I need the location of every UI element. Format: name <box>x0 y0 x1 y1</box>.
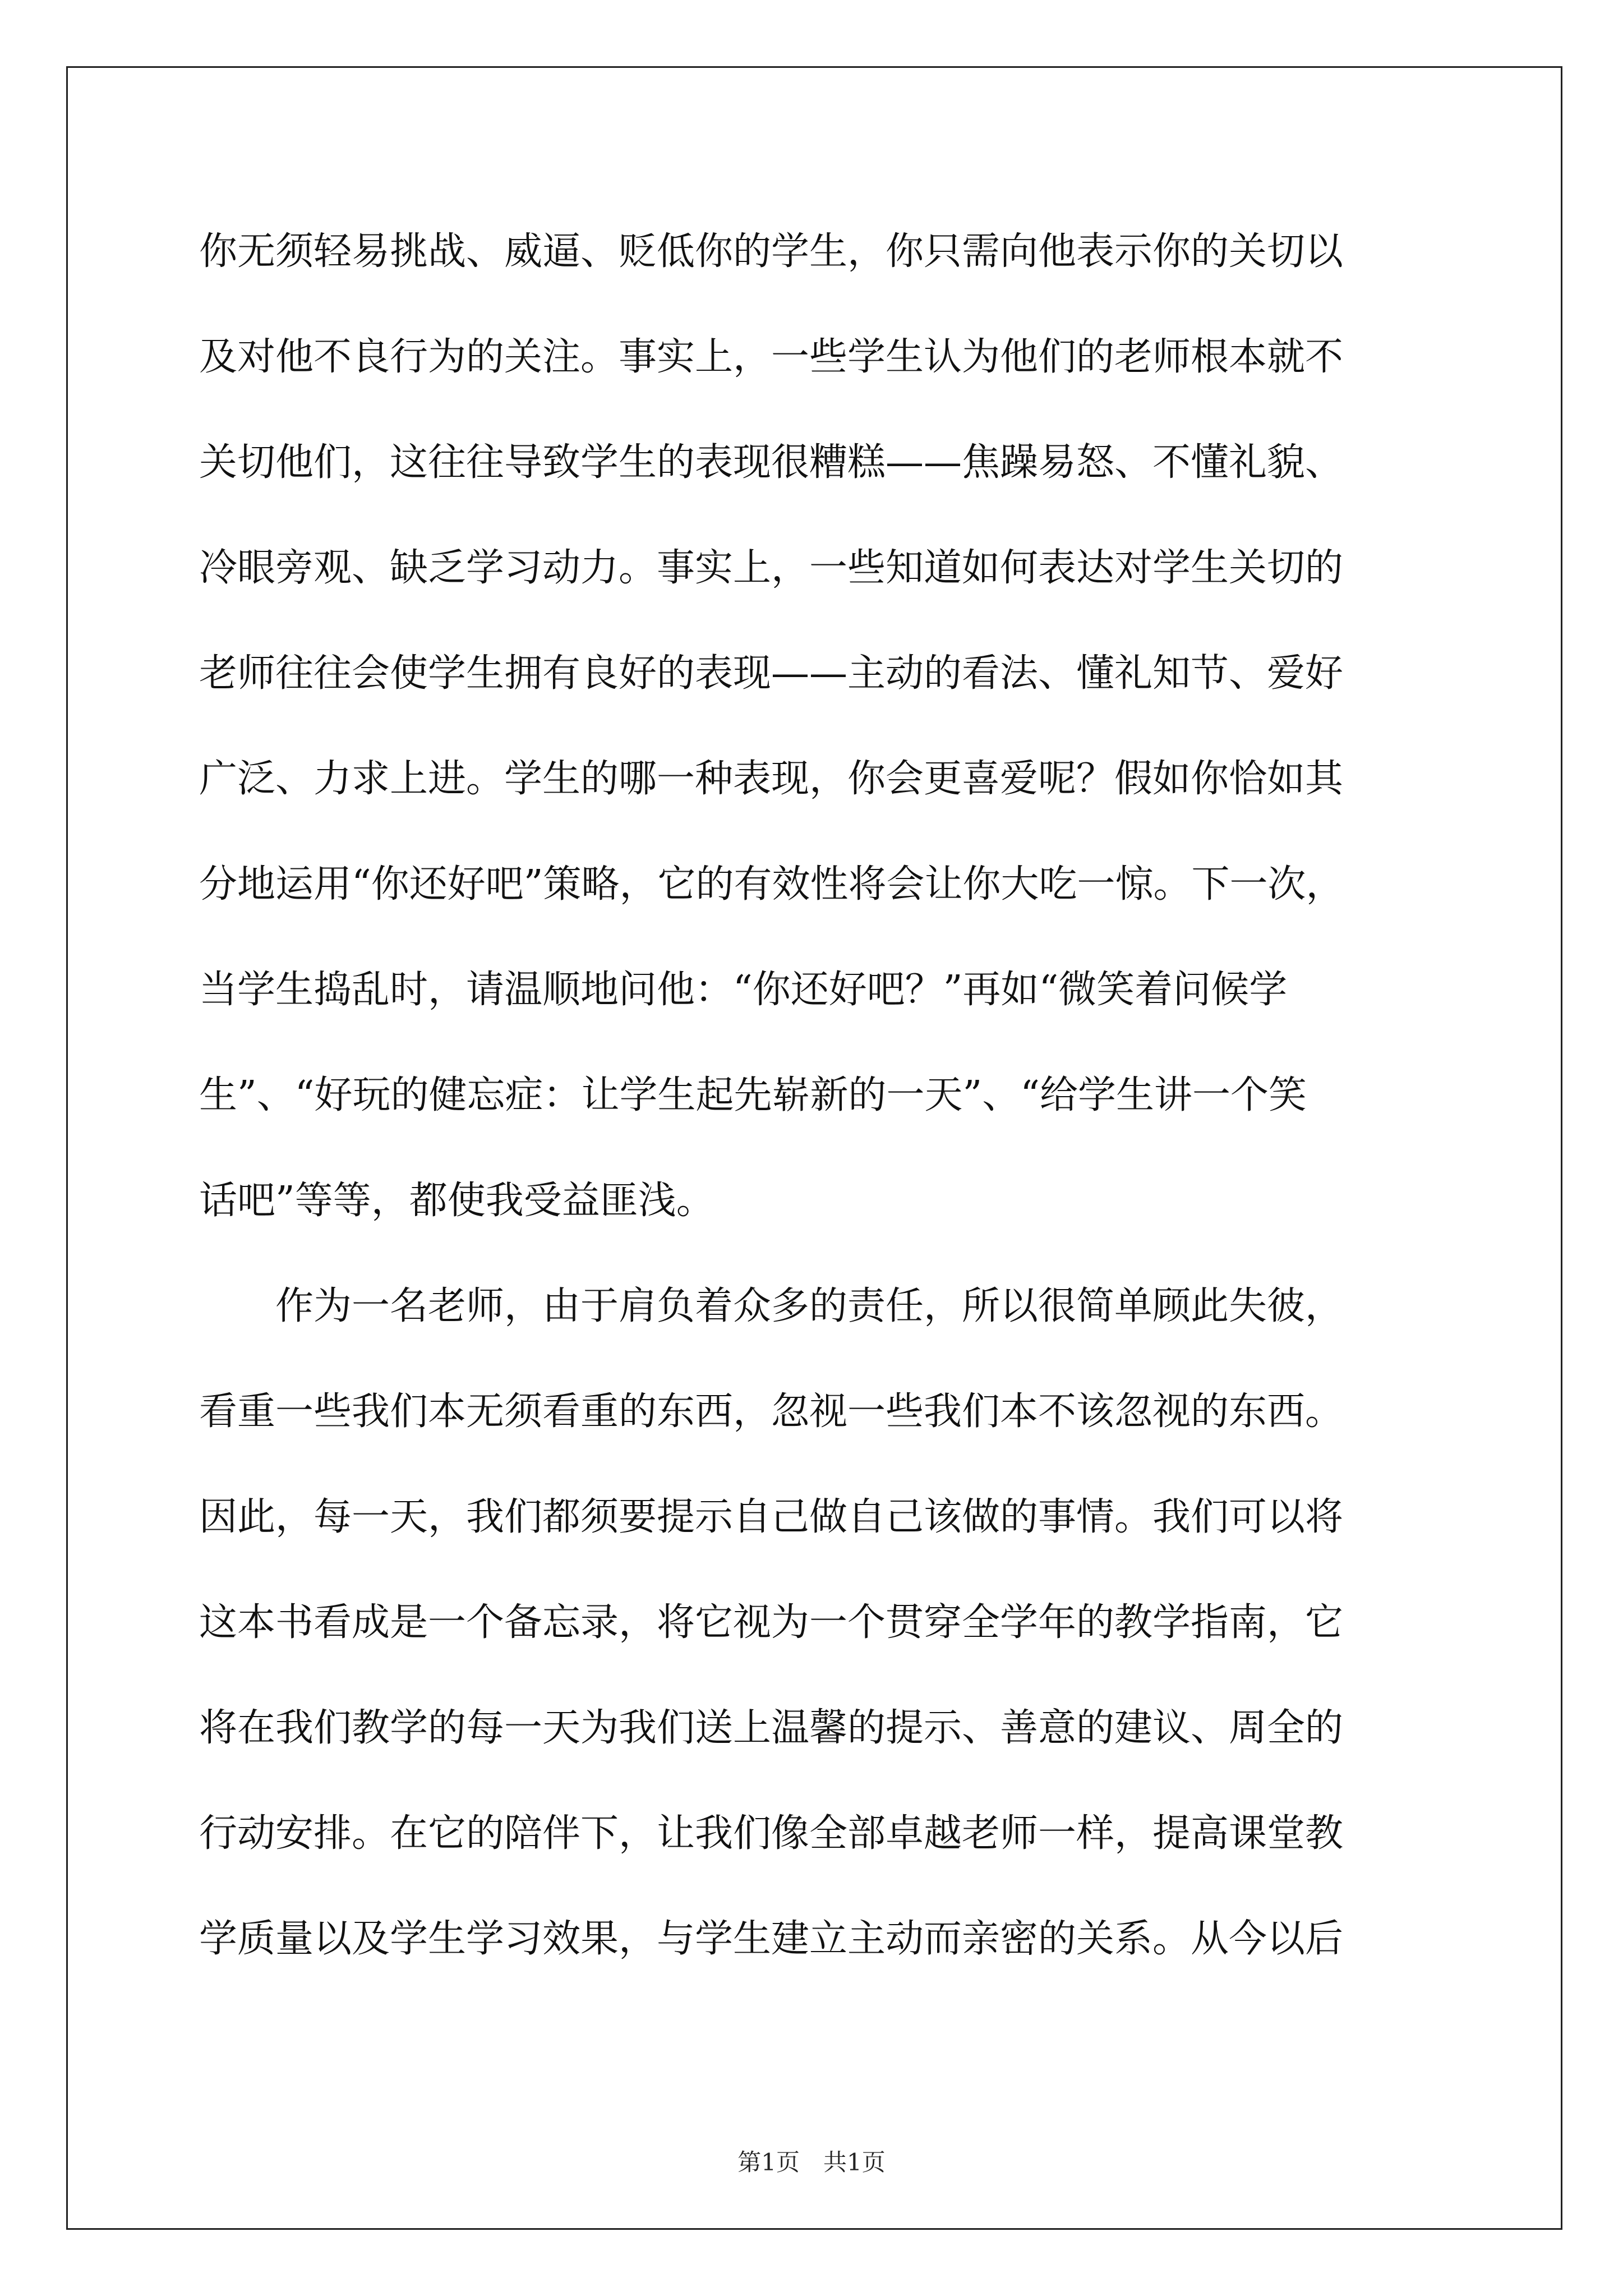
text-line: 这本书看成是一个备忘录，将它视为一个贯穿全学年的教学指南，它 <box>199 1600 1344 1645</box>
paragraph-start-line: 作为一名老师，由于肩负着众多的责任，所以很简单顾此失彼， <box>199 1284 1344 1328</box>
text-line: 你无须轻易挑战、威逼、贬低你的学生，你只需向他表示你的关切以 <box>199 229 1344 274</box>
text-line: 话吧”等等，都使我受益匪浅。 <box>199 1179 714 1223</box>
text-line: 老师往往会使学生拥有良好的表现——主动的看法、懂礼知节、爱好 <box>199 651 1344 696</box>
text-line: 广泛、力求上进。学生的哪一种表现，你会更喜爱呢？假如你恰如其 <box>199 757 1344 801</box>
text-line: 行动安排。在它的陪伴下，让我们像全部卓越老师一样，提高课堂教 <box>199 1811 1344 1856</box>
document-body <box>199 219 1441 2012</box>
text-line: 分地运用“你还好吧”策略，它的有效性将会让你大吃一惊。下一次， <box>199 862 1344 907</box>
text-line: 生”、“好玩的健忘症：让学生起先崭新的一天”、“给学生讲一个笑 <box>199 1073 1307 1117</box>
text-line: 冷眼旁观、缺乏学习动力。事实上，一些知道如何表达对学生关切的 <box>199 546 1344 590</box>
text-line: 关切他们，这往往导致学生的表现很糟糕——焦躁易怒、不懂礼貌、 <box>199 440 1344 485</box>
text-line: 学质量以及学生学习效果，与学生建立主动而亲密的关系。从今以后 <box>199 1917 1344 1961</box>
text-line: 及对他不良行为的关注。事实上，一些学生认为他们的老师根本就不 <box>199 335 1344 379</box>
text-line: 因此，每一天，我们都须要提示自己做自己该做的事情。我们可以将 <box>199 1495 1344 1539</box>
text-line: 将在我们教学的每一天为我们送上温馨的提示、善意的建议、周全的 <box>199 1706 1344 1750</box>
page-number-footer: 第1页 共1页 <box>737 2148 886 2176</box>
text-line: 看重一些我们本无须看重的东西，忽视一些我们本不该忽视的东西。 <box>199 1389 1344 1434</box>
text-line: 当学生捣乱时，请温顺地问他：“你还好吧？”再如“微笑着问候学 <box>199 968 1288 1012</box>
